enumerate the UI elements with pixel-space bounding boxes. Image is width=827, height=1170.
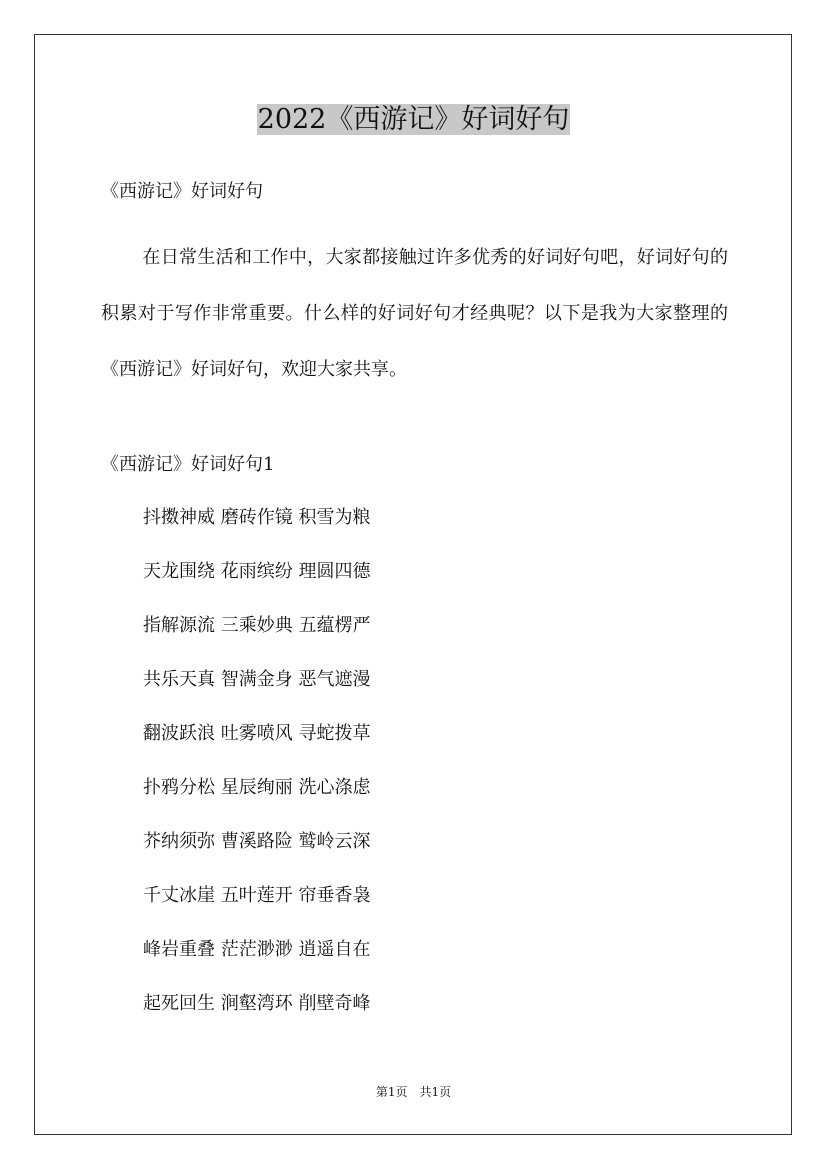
phrase-row: 天龙围绕 花雨缤纷 理圆四德 xyxy=(143,561,371,582)
phrase-row: 翻波跃浪 吐雾喷风 寻蛇拨草 xyxy=(143,723,371,744)
phrase-row: 起死回生 涧壑湾环 削壁奇峰 xyxy=(143,993,371,1014)
phrase-row: 指解源流 三乘妙典 五蕴楞严 xyxy=(143,615,371,636)
section-heading: 《西游记》好词好句1 xyxy=(101,454,275,475)
document-title xyxy=(0,98,827,142)
page-number-footer: 第1页 共1页 xyxy=(375,1085,452,1099)
phrase-row: 扑鸦分松 星辰绚丽 洗心涤虑 xyxy=(143,777,371,798)
document-title-text: 2022《西游记》好词好句 xyxy=(257,104,570,135)
intro-paragraph: 在日常生活和工作中，大家都接触过许多优秀的好词好句吧，好词好句的积累对于写作非常重要。什么样的好词好句才经典呢？以下是我为大家整理的《西游记》好词好句，欢迎大家共享。 xyxy=(101,247,728,380)
document-subtitle: 《西游记》好词好句 xyxy=(101,181,263,202)
phrase-row: 抖擞神威 磨砖作镜 积雪为粮 xyxy=(143,507,371,528)
phrase-row: 共乐天真 智满金身 恶气遮漫 xyxy=(143,669,371,690)
phrase-row: 芥纳须弥 曹溪路险 鹫岭云深 xyxy=(143,831,371,852)
phrase-list xyxy=(143,503,370,1043)
phrase-row: 峰岩重叠 茫茫渺渺 逍遥自在 xyxy=(143,939,371,960)
phrase-row: 千丈冰崖 五叶莲开 帘垂香袅 xyxy=(143,885,371,906)
